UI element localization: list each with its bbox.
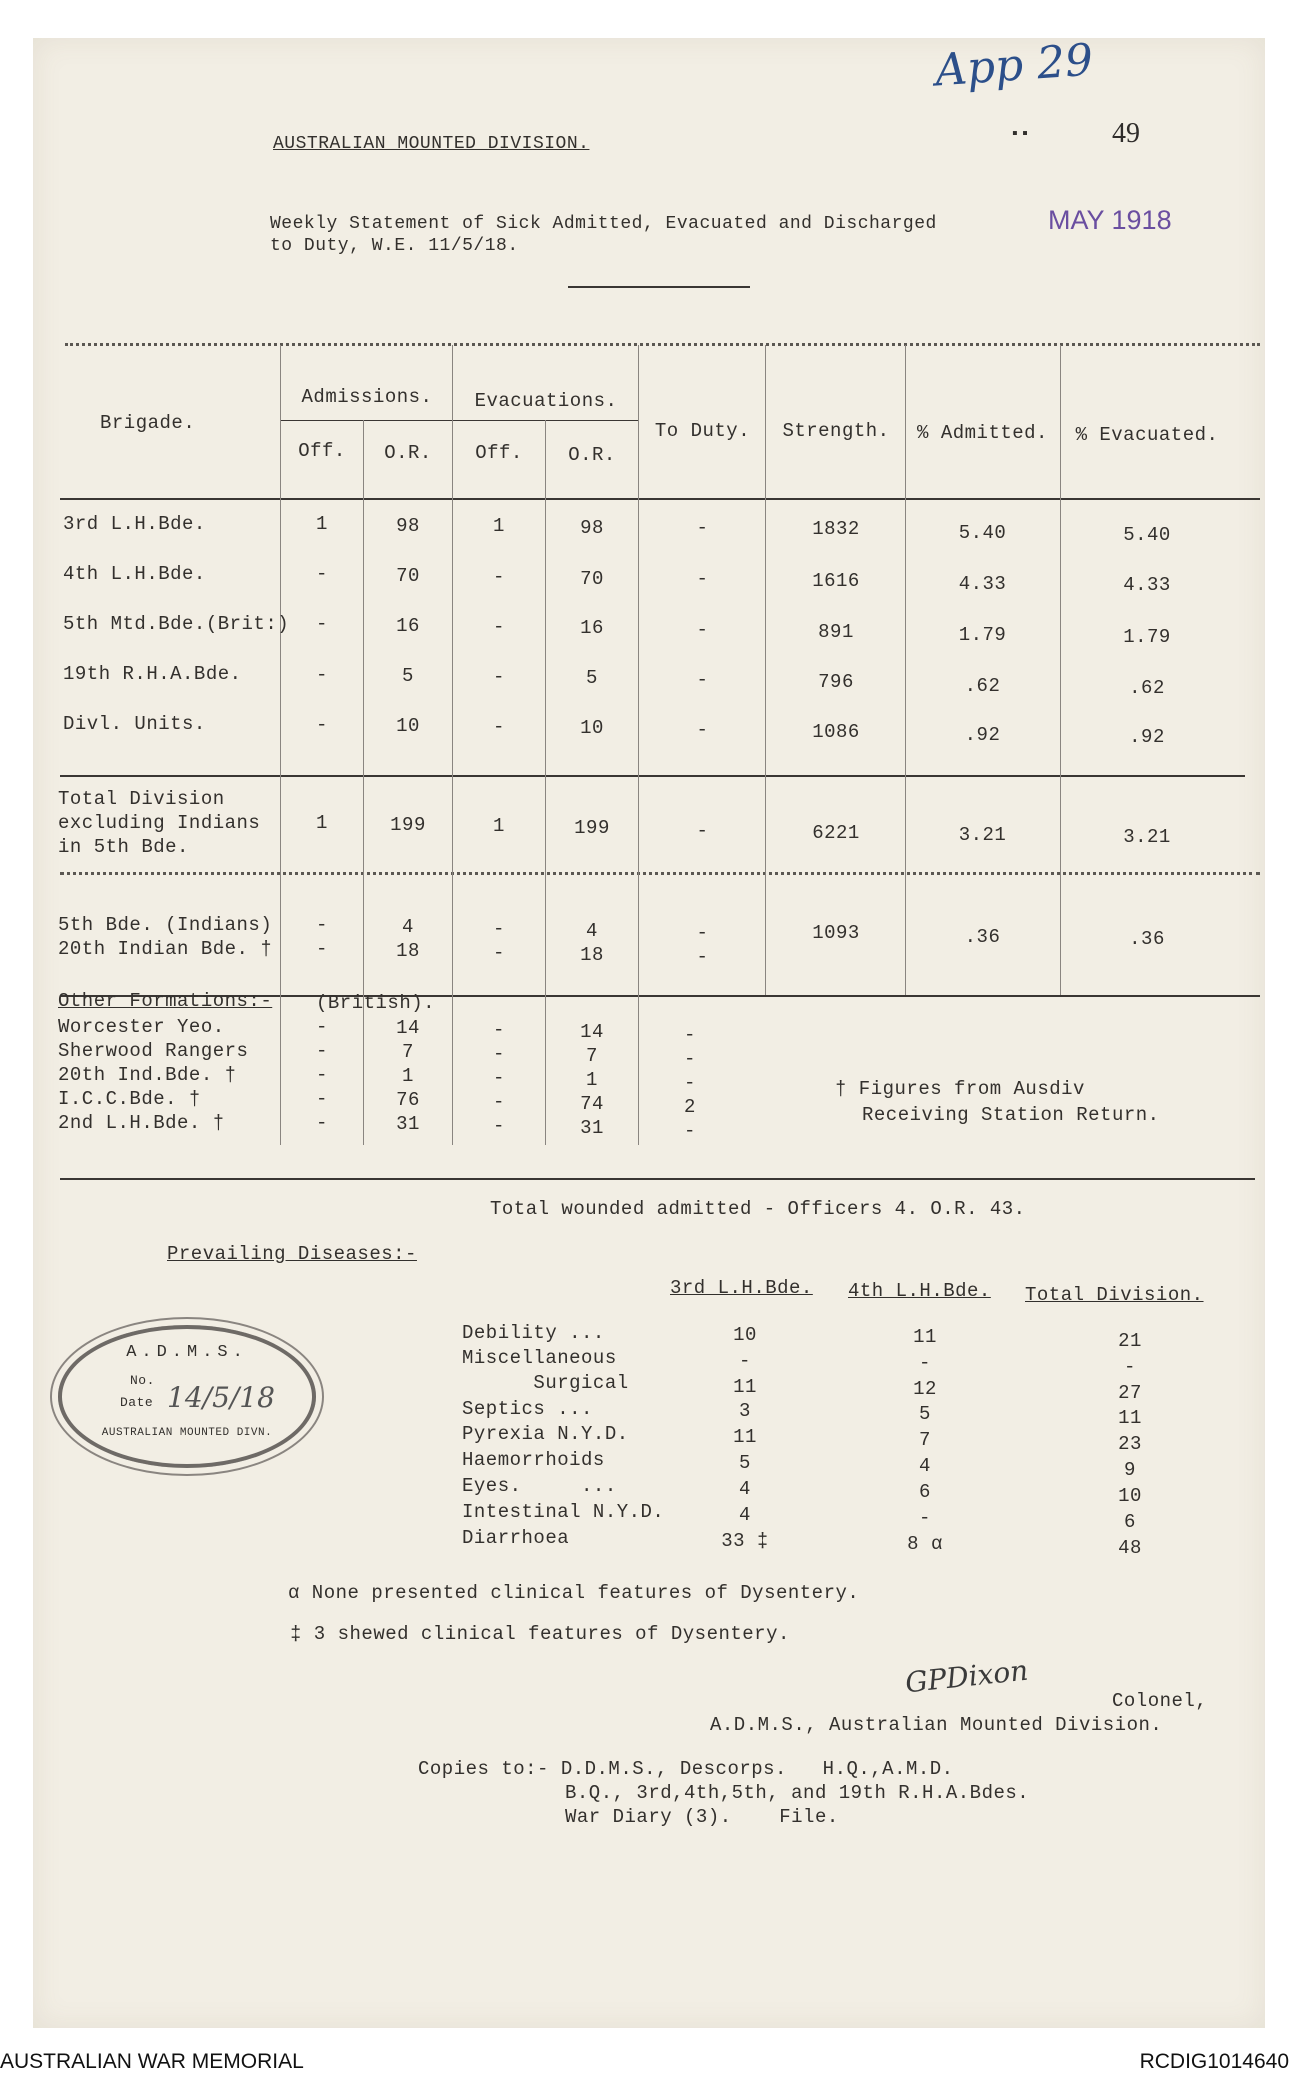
total-label-2: excluding Indians xyxy=(58,812,261,834)
row-adm-off: - xyxy=(316,1064,328,1086)
row-adm-or: 1 xyxy=(402,1065,414,1087)
row-pct-evac: 5.40 xyxy=(1123,524,1171,546)
row-evac-or: 4 xyxy=(586,920,598,942)
total-evac-off: 1 xyxy=(493,815,505,837)
disease-3rd: 10 xyxy=(733,1324,757,1346)
row-brigade-name: 5th Bde. (Indians) xyxy=(58,914,273,936)
total-pct-evac: 3.21 xyxy=(1123,826,1171,848)
adms-stamp xyxy=(58,1325,316,1468)
note-alpha: α None presented clinical features of Dysentery. xyxy=(288,1582,860,1604)
row-pct-adm: .92 xyxy=(964,724,1001,746)
col-adm-or: O.R. xyxy=(384,442,432,464)
disease-4th: 11 xyxy=(913,1326,937,1348)
note-dagger: ‡ 3 shewed clinical features of Dysentery. xyxy=(290,1623,790,1645)
row-adm-or: 14 xyxy=(396,1017,420,1039)
row-to-duty: - xyxy=(696,946,709,968)
row-evac-off: - xyxy=(493,1019,505,1041)
row-adm-or: 16 xyxy=(396,615,420,637)
disease-4th: - xyxy=(919,1507,931,1529)
vline-brigade xyxy=(280,345,281,1145)
row-adm-or: 31 xyxy=(396,1113,420,1135)
row-evac-or: 1 xyxy=(586,1069,598,1091)
row-to-duty: - xyxy=(684,1048,696,1070)
row-strength: 1093 xyxy=(812,922,860,944)
vline-pct-evac xyxy=(1060,345,1061,995)
row-strength: 1832 xyxy=(812,518,860,540)
stamp-bottom-text: AUSTRALIAN MOUNTED DIVN. xyxy=(101,1427,273,1439)
total-to-duty: - xyxy=(696,820,709,842)
row-pct-evac: .92 xyxy=(1129,726,1165,748)
footnote-line-1: † Figures from Ausdiv xyxy=(835,1078,1085,1100)
disease-total: 48 xyxy=(1118,1537,1142,1559)
disease-3rd: 11 xyxy=(733,1376,757,1398)
row-pct-adm: 1.79 xyxy=(958,624,1007,646)
wounded-total: Total wounded admitted - Officers 4. O.R. 43. xyxy=(490,1198,1026,1220)
disease-3rd: 11 xyxy=(733,1426,757,1448)
diseases-col-3rd: 3rd L.H.Bde. xyxy=(670,1277,813,1299)
row-brigade-name: 3rd L.H.Bde. xyxy=(63,513,206,535)
row-strength: 1086 xyxy=(812,721,860,743)
page-number: 49 xyxy=(1112,118,1140,149)
row-strength: 1616 xyxy=(812,570,860,592)
row-strength: 796 xyxy=(818,671,854,693)
signature-rank: Colonel, xyxy=(1112,1690,1208,1712)
disease-name: Surgical xyxy=(462,1372,629,1394)
row-evac-off: - xyxy=(493,1067,505,1089)
disease-4th: 7 xyxy=(919,1429,931,1451)
diseases-title: Prevailing Diseases:- xyxy=(167,1243,417,1265)
disease-name: Debility ... xyxy=(462,1322,605,1344)
row-evac-off: - xyxy=(493,566,505,588)
row-to-duty: - xyxy=(696,517,709,539)
row-adm-or: 70 xyxy=(396,565,420,587)
row-adm-or: 4 xyxy=(402,916,414,938)
other-formations-title: Other Formations:- xyxy=(58,990,273,1012)
row-pct-adm: .62 xyxy=(964,675,1001,697)
table-top-rule xyxy=(65,343,1260,346)
col-adm-off: Off. xyxy=(298,440,346,462)
row-adm-or: 18 xyxy=(396,940,420,962)
disease-name: Septics ... xyxy=(462,1398,593,1420)
row-brigade-name: Divl. Units. xyxy=(63,713,206,735)
row-to-duty: 2 xyxy=(684,1096,696,1118)
row-evac-or: 18 xyxy=(580,944,604,966)
diseases-col-4th: 4th L.H.Bde. xyxy=(848,1280,991,1302)
row-to-duty: - xyxy=(696,922,709,944)
footer-institution: AUSTRALIAN WAR MEMORIAL xyxy=(0,2050,304,2073)
row-adm-or: 76 xyxy=(396,1089,420,1111)
disease-total: 23 xyxy=(1118,1433,1142,1455)
division-title: AUSTRALIAN MOUNTED DIVISION. xyxy=(273,134,590,154)
row-adm-or: 5 xyxy=(402,665,414,687)
disease-name: Intestinal N.Y.D. xyxy=(462,1501,665,1523)
row-evac-off: - xyxy=(493,1043,505,1065)
row-to-duty: - xyxy=(684,1120,696,1142)
disease-total: - xyxy=(1124,1356,1136,1378)
row-adm-off: - xyxy=(316,1088,328,1110)
row-evac-or: 74 xyxy=(580,1093,604,1115)
footer-id: RCDIG1014640 xyxy=(1139,2050,1289,2073)
stamp-title: A.D.M.S. xyxy=(126,1343,248,1362)
disease-name: Haemorrhoids xyxy=(462,1449,605,1471)
row-pct-evac: 1.79 xyxy=(1123,626,1171,648)
stamp-no-label: No. xyxy=(130,1373,155,1388)
col-pct-admitted: % Admitted. xyxy=(917,422,1048,444)
row-pct-adm: 4.33 xyxy=(958,573,1007,595)
row-formation-name: 20th Ind.Bde. † xyxy=(58,1064,237,1086)
row-evac-off: - xyxy=(493,1115,505,1137)
row-adm-off: - xyxy=(316,714,328,736)
row-adm-or: 98 xyxy=(396,515,420,537)
appendix-annotation: App 29 xyxy=(933,34,1095,97)
disease-3rd: 5 xyxy=(739,1452,751,1474)
row-to-duty: - xyxy=(696,568,709,590)
row-to-duty: - xyxy=(684,1024,696,1046)
signature-position: A.D.M.S., Australian Mounted Division. xyxy=(710,1714,1163,1736)
row-brigade-name: 20th Indian Bde. † xyxy=(58,938,273,960)
copies-line-3: War Diary (3). File. xyxy=(565,1806,839,1828)
vline-strength xyxy=(765,345,766,995)
disease-3rd: - xyxy=(739,1350,751,1372)
col-strength: Strength. xyxy=(782,420,890,442)
row-brigade-name: 19th R.H.A.Bde. xyxy=(63,663,242,685)
disease-total: 10 xyxy=(1118,1485,1142,1507)
disease-total: 6 xyxy=(1124,1511,1136,1533)
disease-3rd: 4 xyxy=(739,1478,751,1500)
row-adm-or: 10 xyxy=(396,715,420,737)
col-pct-evacuated: % Evacuated. xyxy=(1075,424,1219,446)
handwritten-signature: GPDixon xyxy=(903,1653,1030,1700)
vline-evac xyxy=(452,345,453,1145)
row-adm-off: - xyxy=(316,613,328,635)
date-stamp: MAY 1918 xyxy=(1048,205,1172,235)
subheader-rule xyxy=(280,420,638,421)
disease-4th: - xyxy=(919,1352,931,1374)
row-brigade-name: 5th Mtd.Bde.(Brit:) xyxy=(63,613,290,635)
row-evac-off: - xyxy=(493,1091,505,1113)
row-evac-or: 70 xyxy=(580,568,604,590)
row-adm-off: - xyxy=(316,914,328,936)
row-adm-off: - xyxy=(316,664,328,686)
row-evac-or: 5 xyxy=(586,667,598,689)
row-evac-or: 14 xyxy=(580,1021,604,1043)
disease-4th: 4 xyxy=(919,1455,931,1477)
disease-3rd: 33 ‡ xyxy=(721,1530,769,1552)
total-bottom-rule xyxy=(60,872,1260,875)
disease-total: 21 xyxy=(1118,1330,1142,1352)
total-strength: 6221 xyxy=(812,822,860,844)
row-pct-evac: 4.33 xyxy=(1123,574,1171,596)
footnote-line-2: Receiving Station Return. xyxy=(862,1104,1160,1126)
disease-4th: 8 α xyxy=(907,1533,943,1555)
row-pct-adm: .36 xyxy=(964,926,1001,948)
row-to-duty: - xyxy=(696,669,709,691)
row-formation-name: 2nd L.H.Bde. † xyxy=(58,1112,225,1134)
disease-4th: 5 xyxy=(919,1403,931,1425)
row-adm-off: - xyxy=(316,938,328,960)
row-evac-off: 1 xyxy=(493,515,505,537)
statement-line-2: to Duty, W.E. 11/5/18. xyxy=(270,236,519,256)
statement-line-1: Weekly Statement of Sick Admitted, Evacuated and Discharged xyxy=(270,214,937,234)
row-evac-off: - xyxy=(493,666,505,688)
copies-line-1: Copies to:- D.D.M.S., Descorps. H.Q.,A.M.D. xyxy=(418,1758,954,1780)
row-adm-off: - xyxy=(316,563,328,585)
row-adm-off: - xyxy=(316,1112,328,1134)
title-rule xyxy=(568,286,750,288)
stamp-date-label: Date xyxy=(120,1395,154,1410)
row-adm-off: - xyxy=(316,1040,328,1062)
total-adm-off: 1 xyxy=(316,812,328,834)
disease-name: Diarrhoea xyxy=(462,1527,570,1549)
disease-4th: 6 xyxy=(919,1481,931,1503)
total-label-1: Total Division xyxy=(58,788,225,810)
col-evac-off: Off. xyxy=(475,442,523,464)
disease-name: Miscellaneous xyxy=(462,1347,617,1369)
row-adm-or: 7 xyxy=(402,1041,414,1063)
row-to-duty: - xyxy=(696,619,709,641)
disease-3rd: 3 xyxy=(739,1400,751,1422)
disease-total: 11 xyxy=(1118,1407,1142,1429)
row-evac-off: - xyxy=(493,716,505,738)
row-to-duty: - xyxy=(684,1072,696,1094)
disease-total: 27 xyxy=(1118,1382,1142,1404)
page-mark: ▪▪ xyxy=(1010,125,1031,143)
row-evac-or: 98 xyxy=(580,517,604,539)
rows-bottom-rule xyxy=(60,775,1245,777)
total-label-3: in 5th Bde. xyxy=(58,836,189,858)
row-evac-off: - xyxy=(493,616,505,638)
diseases-col-total: Total Division. xyxy=(1025,1284,1204,1306)
header-bottom-rule xyxy=(60,498,1260,500)
row-formation-name: Sherwood Rangers xyxy=(58,1040,249,1062)
vline-toduty xyxy=(638,345,639,1145)
row-evac-or: 31 xyxy=(580,1117,604,1139)
row-adm-off: - xyxy=(316,1016,328,1038)
total-pct-adm: 3.21 xyxy=(958,824,1007,846)
col-admissions: Admissions. xyxy=(301,386,433,408)
copies-line-2: B.Q., 3rd,4th,5th, and 19th R.H.A.Bdes. xyxy=(565,1782,1030,1804)
disease-3rd: 4 xyxy=(739,1504,751,1526)
col-evac-or: O.R. xyxy=(568,444,616,466)
row-to-duty: - xyxy=(696,719,709,741)
row-strength: 891 xyxy=(818,621,854,643)
row-evac-off: - xyxy=(493,942,505,964)
stamp-date-value: 14/5/18 xyxy=(167,1381,275,1414)
row-brigade-name: 4th L.H.Bde. xyxy=(63,563,206,585)
col-brigade: Brigade. xyxy=(100,412,196,434)
row-evac-or: 10 xyxy=(580,717,604,739)
col-evacuations: Evacuations. xyxy=(474,390,618,412)
other-british: (British). xyxy=(316,992,436,1014)
row-evac-or: 16 xyxy=(580,617,604,639)
row-evac-off: - xyxy=(493,918,505,940)
total-adm-or: 199 xyxy=(390,814,426,836)
row-pct-evac: .62 xyxy=(1129,677,1165,699)
row-formation-name: Worcester Yeo. xyxy=(58,1016,225,1038)
table-bottom-rule xyxy=(60,1178,1255,1180)
row-adm-off: 1 xyxy=(316,513,328,535)
disease-total: 9 xyxy=(1124,1459,1136,1481)
total-evac-or: 199 xyxy=(574,817,610,839)
row-pct-evac: .36 xyxy=(1129,928,1165,950)
disease-4th: 12 xyxy=(913,1378,937,1400)
row-pct-adm: 5.40 xyxy=(958,522,1007,544)
disease-name: Eyes. ... xyxy=(462,1475,617,1497)
disease-name: Pyrexia N.Y.D. xyxy=(462,1423,629,1445)
col-to-duty: To Duty. xyxy=(654,420,751,442)
row-formation-name: I.C.C.Bde. † xyxy=(58,1088,201,1110)
row-evac-or: 7 xyxy=(586,1045,598,1067)
